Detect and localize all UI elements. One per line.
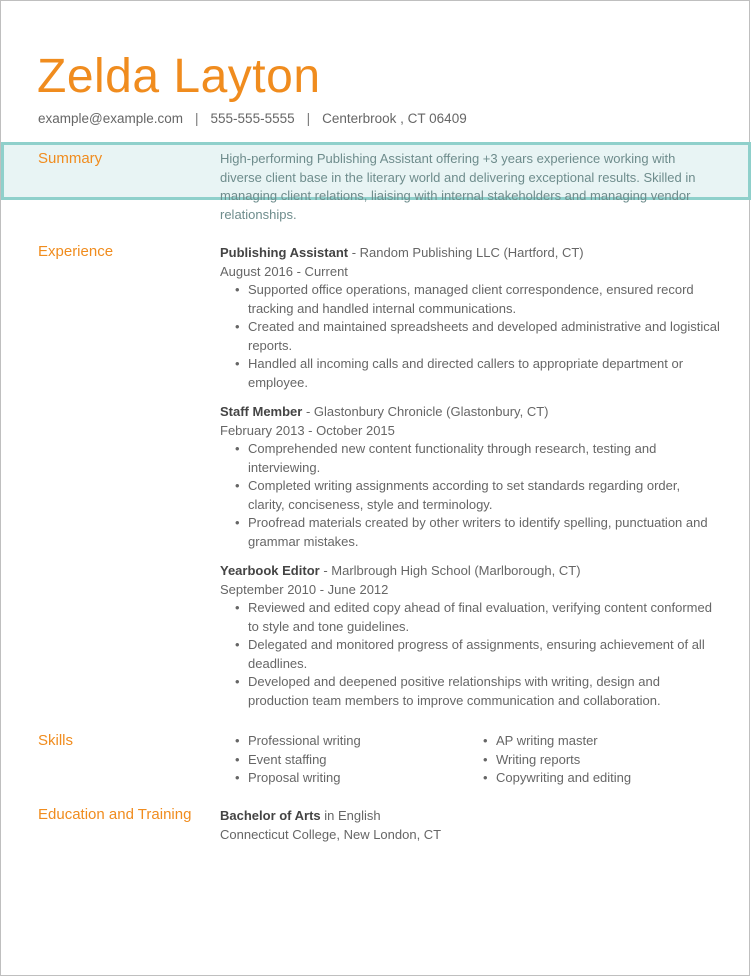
job-title: Publishing Assistant (220, 245, 349, 260)
job-bullet: • Developed and deepened positive relationships with writing, design and production team members to improve communication and collaboration. (248, 673, 720, 710)
contact-location: Centerbrook , CT 06409 (322, 111, 467, 126)
education-field: in English (320, 808, 381, 823)
skill-item: • Proposal writing (248, 769, 488, 788)
job-bullet: • Proofread materials created by other writers to identify spelling, punctuation and grammar mistakes. (248, 514, 720, 551)
education-school: Connecticut College, New London, CT (220, 826, 442, 842)
skills-heading: Skills (38, 732, 74, 749)
job-title: Staff Member (220, 404, 303, 419)
job-dates: September 2010 - June 2012 (220, 581, 389, 597)
education-content (220, 807, 720, 844)
job-bullet: • Reviewed and edited copy ahead of final evaluation, verifying content conformed to style and tone guidelines. (248, 599, 720, 636)
job-bullet: • Comprehended new content functionality through research, testing and interviewing. (248, 440, 720, 477)
contact-separator: | (306, 111, 311, 126)
skill-item: • Copywriting and editing (496, 769, 736, 788)
job-entry (220, 562, 720, 710)
skill-item: • Writing reports (496, 751, 736, 770)
education-degree: Bachelor of Arts (220, 808, 321, 823)
job-entry (220, 403, 720, 551)
education-degree-line (220, 807, 720, 826)
skills-column-right (496, 732, 736, 788)
job-bullet: • Completed writing assignments according to set standards regarding order, clarity, conciseness, style and terminology. (248, 477, 720, 514)
job-header (220, 244, 720, 263)
contact-separator: | (195, 111, 199, 126)
skills-column-left (248, 732, 488, 788)
contact-email: example@example.com (38, 111, 184, 126)
job-bullet: • Handled all incoming calls and directed callers to appropriate department or employee. (248, 355, 720, 392)
skill-item: • Professional writing (248, 732, 488, 751)
job-entry (220, 244, 720, 392)
experience-content (220, 244, 720, 721)
contact-phone: 555-555-5555 (210, 111, 295, 126)
job-employer: - Marlbrough High School (Marlborough, CT) (319, 563, 581, 578)
contact-line (38, 111, 467, 126)
job-dates: February 2013 - October 2015 (220, 422, 395, 438)
summary-heading: Summary (38, 150, 103, 167)
education-heading: Education and Training (38, 806, 192, 823)
job-bullet: • Delegated and monitored progress of assignments, ensuring achievement of all deadlines. (248, 636, 720, 673)
job-header (220, 403, 720, 422)
job-bullets (220, 599, 720, 710)
job-bullet: • Supported office operations, managed client correspondence, ensured record tracking and handled internal communications. (248, 281, 720, 318)
job-bullets (220, 440, 720, 551)
job-employer: - Glastonbury Chronicle (Glastonbury, CT) (302, 404, 549, 419)
job-bullet: • Created and maintained spreadsheets and developed administrative and logistical reports. (248, 318, 720, 355)
skill-item: • AP writing master (496, 732, 736, 751)
skill-item: • Event staffing (248, 751, 488, 770)
summary-text: High-performing Publishing Assistant offering +3 years experience working with diverse client base in the literary world and delivering exceptional results. Skilled in managing client relations, liaising with internal stakeholders and managing vendor relationships. (220, 151, 696, 222)
experience-heading: Experience (38, 243, 114, 260)
job-dates: August 2016 - Current (220, 263, 348, 279)
job-title: Yearbook Editor (220, 563, 320, 578)
job-bullets (220, 281, 720, 392)
job-header (220, 562, 720, 581)
candidate-name: Zelda Layton (37, 50, 321, 103)
job-employer: - Random Publishing LLC (Hartford, CT) (348, 245, 584, 260)
